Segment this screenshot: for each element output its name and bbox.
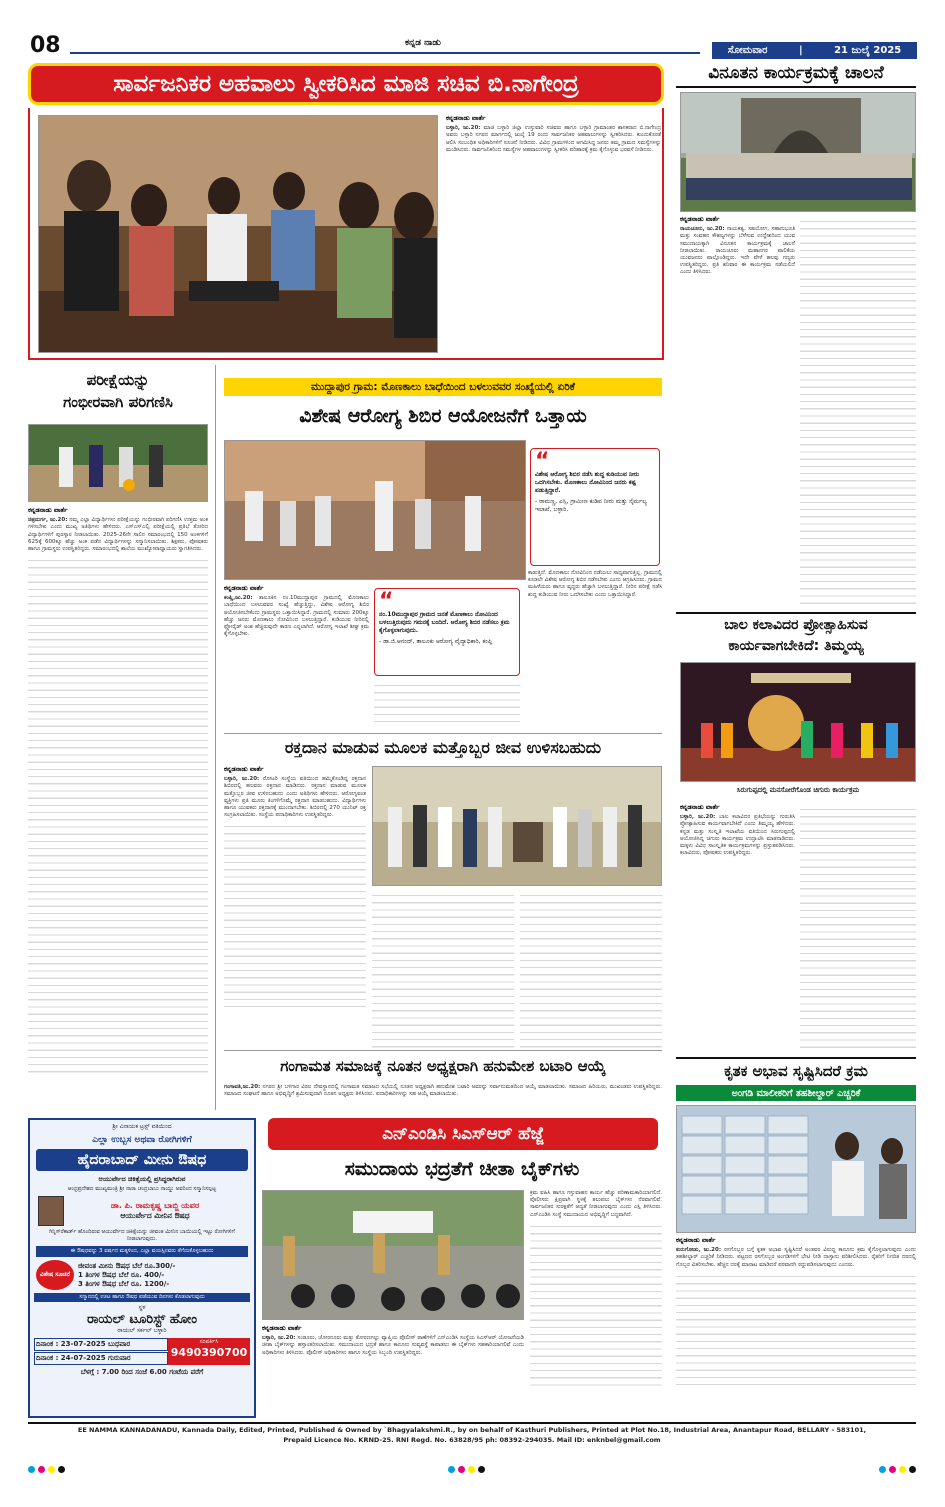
blood-article <box>224 766 366 1046</box>
cmyk-dots-left <box>28 1466 65 1473</box>
fertilizer-photo <box>676 1105 916 1233</box>
blood-body: ರೋಟರಿ ಸಂಸ್ಥೆಯ ವತಿಯಿಂದ ಹಮ್ಮಿಕೊಂಡಿದ್ದ ರಕ್ತದಾನ ಶಿಬಿರದಲ್ಲಿ ಹಲವರು ರಕ್ತದಾನ ಮಾಡಿದರು. ರಕ್ತದಾನ ಮಾಡುವ ಮೂಲಕ ಮತ್ತೊಬ್ಬರ ಜೀವ ಉಳಿಸಬಹುದು ಎಂದು ಅತಿಥಿಗಳು ಹೇಳಿದರು. ಆರೋಗ್ಯವಂತ ವ್ಯಕ್ತಿಗಳು ಪ್ರತಿ ಮೂರು ತಿಂಗಳಿಗೊಮ್ಮೆ ರಕ್ತದಾನ ಮಾಡಬಹುದು. ವಿದ್ಯಾರ್ಥಿಗಳು ಹಾಗೂ ಯುವಕರು ರಕ್ತದಾನಕ್ಕೆ ಮುಂದಾಗಬೇಕು. ಶಿಬಿರದಲ್ಲಿ 270 ಯುನಿಟ್ ರಕ್ತ ಸಂಗ್ರಹಿಸಲಾಯಿತು. ಸಂಸ್ಥೆಯ ಪದಾಧಿಕಾರಿಗಳು ಉಪಸ್ಥಿತರಿದ್ದರು. <box>224 776 366 819</box>
ad-phone: 9490390700 <box>170 1346 248 1359</box>
health-article-bottom <box>374 680 520 728</box>
exam-headline: ಪರೀಕ್ಷೆಯನ್ನು ಗಂಭೀರವಾಗಿ ಪರಿಗಣಿಸಿ <box>63 371 173 411</box>
nmdc-body-filler <box>530 1221 662 1391</box>
fertilizer-dateline: ಕುರುಗೋಡು, ಜು.20: <box>676 1247 722 1254</box>
exam-byline: ಕನ್ನಡನಾಡು ವಾರ್ತೆ <box>28 507 68 514</box>
health-quote-2-by: - ಡಾ.ಜಿ.ಆನಂದ್, ತಾಲೂಕು ಆರೋಗ್ಯ ವೈದ್ಯಾಧಿಕಾರಿ, ಕಂಪ್ಲಿ <box>379 638 493 645</box>
lead-headline: ಸಾರ್ವಜನಿಕರ ಅಹವಾಲು ಸ್ವೀಕರಿಸಿದ ಮಾಜಿ ಸಚಿವ ಬಿ.ನಾಗೇಂದ್ರ <box>28 63 664 105</box>
exam-dateline: ಚಿತ್ರದುರ್ಗ, ಜು.20: <box>28 517 68 524</box>
health-photo <box>224 440 526 580</box>
exam-article <box>28 507 208 1105</box>
blood-article-2 <box>372 890 514 1048</box>
gangamata-body: ನಗರದ ಶ್ರೀ ಬಳಿಗಾರ ವಿಠಲ ದೇವಸ್ಥಾನದಲ್ಲಿ ಗಂಗಾಮತ ಸಮಾಜದ ಸಭೆಯಲ್ಲಿ ನೂತನ ಅಧ್ಯಕ್ಷರಾಗಿ ಹನುಮೇಶ ಬಟಾರಿ ಅವರನ್ನು ಸರ್ವಾನುಮತದಿಂದ ಆಯ್ಕೆ ಮಾಡಲಾಯಿತು. ಸಮಾಜದ ಹಿರಿಯರು, ಮುಖಂಡರು ಉಪಸ್ಥಿತರಿದ್ದರು. ಸಮಾಜದ ಸಂಘಟನೆ ಹಾಗೂ ಅಭಿವೃದ್ಧಿಗೆ ಶ್ರಮಿಸುವುದಾಗಿ ನೂತನ ಅಧ್ಯಕ್ಷರು ತಿಳಿಸಿದರು. ಪದಾಧಿಕಾರಿಗಳನ್ನು ಸಹ ಆಯ್ಕೆ ಮಾಡಲಾಯಿತು. <box>224 1084 662 1098</box>
artists-article <box>680 804 795 1054</box>
ad-line5: ಗಿನ್ನಿಸ್‌ರೆಕಾರ್ಡ್ ಹೊಂದಿರುವ ಆಯುರ್ವೇದ ಚಿಕಿತ್ಸೆಯನ್ನು ಜೀವಂತ ಮೀನಿನ ಬಾಯಿಯಲ್ಲಿ ಇಟ್ಟು ರೋಗಿಗಳಿಗೆ ನೀಡಲಾಗುವುದು. <box>49 1229 235 1242</box>
ad-line4: ಆಯುರ್ವೇದ ಮೀನಿನ ಔಷಧ <box>120 1211 190 1220</box>
nmdc-dateline: ಬಳ್ಳಾರಿ, ಜು.20: <box>262 1335 296 1342</box>
health-body: ತಾಲೂಕಿನ ನಂ.10ಮುದ್ದಾಪುರ ಗ್ರಾಮದಲ್ಲಿ ಮೊಣಕಾಲು ಬಾಧೆಯಿಂದ ಬಳಲುವವರ ಸಂಖ್ಯೆ ಹೆಚ್ಚುತ್ತಿದ್ದು, ವಿಶೇಷ ಆರೋಗ್ಯ ಶಿಬಿರ ಆಯೋಜಿಸಬೇಕೆಂದು ಗ್ರಾಮಸ್ಥರು ಒತ್ತಾಯಿಸಿದ್ದಾರೆ. ಗ್ರಾಮದಲ್ಲಿ ಸುಮಾರು 200ಕ್ಕೂ ಹೆಚ್ಚು ಜನರು ಮೊಣಕಾಲು ನೋವಿನಿಂದ ಬಳಲುತ್ತಿದ್ದಾರೆ. ಕುಡಿಯುವ ನೀರಿನಲ್ಲಿ ಫ್ಲೋರೈಡ್ ಅಂಶ ಹೆಚ್ಚಿರುವುದೇ ಕಾರಣ ಎನ್ನಲಾಗಿದೆ. ಆರೋಗ್ಯ ಇಲಾಖೆ ಶೀಘ್ರ ಕ್ರಮ ಕೈಗೊಳ್ಳಬೇಕು. <box>224 595 369 638</box>
right-top-photo <box>680 92 916 212</box>
nmdc-body-right: ಕ್ರಮ ವಹಿಸಿ ಹಾಗೂ ಗಸ್ತುವಾಹನ ಕಾರ್ಯ ಹೆಚ್ಚು ಪರಿಣಾಮಕಾರಿಯಾಗಲಿದೆ. ಪೊಲೀಸರು ಕ್ಷಿಪ್ರವಾಗಿ ಸ್ಥಳಕ್ಕೆ ತಲುಪಲು ಬೈಕ್‌ಗಳು ನೆರವಾಗಲಿವೆ. ಸಾರ್ವಜನಿಕರ ಸುರಕ್ಷತೆಗೆ ಆದ್ಯತೆ ನೀಡಲಾಗುವುದು ಎಂದು ಎಸ್ಪಿ ತಿಳಿಸಿದರು. ಎನ್ಎಂಡಿಸಿ ಸಂಸ್ಥೆ ಸಮುದಾಯದ ಅಭಿವೃದ್ಧಿಗೆ ಬದ್ಧವಾಗಿದೆ. <box>530 1190 662 1218</box>
health-quote-2-text: ನಂ.10ಮುದ್ದಾಪುರ ಗ್ರಾಮದ ಜನತೆ ಮೊಣಕಾಲು ನೋವಿನಿಂದ ಬಳಲುತ್ತಿರುವುದು ಗಮನಕ್ಕೆ ಬಂದಿದೆ. ಆರೋಗ್ಯ ಶಿಬಿರ ನಡೆಸಲು ಕ್ರಮ ಕೈಗೊಳ್ಳಲಾಗುವುದು. <box>379 611 510 634</box>
right-top-article-1 <box>680 216 795 606</box>
date-label: 21 ಜುಲೈ 2025 <box>834 45 902 56</box>
cmyk-dots-right <box>879 1466 916 1473</box>
ad-top: ಶ್ರೀ ವಿನಾಯಕ ಟ್ರಸ್ಟ್ ವತಿಯಿಂದ <box>112 1123 172 1130</box>
artists-photo <box>680 662 916 782</box>
blood-byline: ಕನ್ನಡನಾಡು ವಾರ್ತೆ <box>224 766 264 773</box>
date-banner: ಸೋಮವಾರ | 21 ಜುಲೈ 2025 <box>712 42 917 59</box>
right-top-dateline: ರಾಯಚೂರು, ಜು.20: <box>680 226 725 233</box>
nmdc-kicker: ಎನ್ಎಂಡಿಸಿ ಸಿಎಸ್ಆರ್ ಹೆಜ್ಜೆ <box>268 1118 658 1150</box>
fertilizer-headline: ಕೃತಕ ಅಭಾವ ಸೃಷ್ಟಿಸಿದರೆ ಕ್ರಮ <box>676 1057 916 1083</box>
health-headline: ವಿಶೇಷ ಆರೋಗ್ಯ ಶಿಬಿರ ಆಯೋಜನೆಗೆ ಒತ್ತಾಯ <box>299 405 587 427</box>
ad-line7: ಸನ್ಮಾನದಲ್ಲಿ ಊಟ ಹಾಗೂ ಔಷಧ ಪಡೆಯುವ ದಿನಗಳು ಕೊಡಲಾಗುವುದು <box>34 1293 250 1302</box>
ad-date1: ದಿನಾಂಕ : 23-07-2025 ಬುಧವಾರ <box>34 1338 168 1351</box>
police-bikes-art <box>263 1191 524 1320</box>
exam-body-filler <box>28 555 208 1075</box>
nmdc-headline: ಸಮುದಾಯ ಭದ್ರತೆಗೆ ಚೀತಾ ಬೈಕ್‌ಗಳು <box>344 1158 580 1180</box>
right-top-headline: ವಿನೂತನ ಕಾರ್ಯಕ್ರಮಕ್ಕೆ ಚಾಲನೆ <box>676 60 916 88</box>
doctor-photo <box>38 1196 64 1226</box>
print-registration-marks <box>28 1466 916 1476</box>
nmdc-article-right <box>530 1190 662 1417</box>
nmdc-byline: ಕನ್ನಡನಾಡು ವಾರ್ತೆ <box>262 1325 302 1332</box>
blood-body-filler <box>224 821 366 1011</box>
artists-caption: ಸಿರುಗುಪ್ಪದಲ್ಲಿ ಮನಸೋರೆಗೊಂಡ ಚಿಗುರು ಕಾರ್ಯಕ್ರಮ <box>736 786 860 794</box>
artists-body: ಬಾಲ ಕಲಾವಿದರ ಪ್ರತಿಭೆಯನ್ನು ಗುರುತಿಸಿ ಪ್ರೋತ್ಸಾಹಿಸುವ ಕಾರ್ಯವಾಗಬೇಕಿದೆ ಎಂದು ತಿಮ್ಮಯ್ಯ ಹೇಳಿದರು. ಕನ್ನಡ ಮತ್ತು ಸಂಸ್ಕೃತಿ ಇಲಾಖೆಯ ವತಿಯಿಂದ ಸಿರುಗುಪ್ಪದಲ್ಲಿ ಆಯೋಜಿಸಿದ್ದ ಚಿಗುರು ಕಾರ್ಯಕ್ರಮ ಉದ್ಘಾಟಿಸಿ ಮಾತನಾಡಿದರು. ಮಕ್ಕಳು ವಿವಿಧ ಸಾಂಸ್ಕೃತಿಕ ಕಾರ್ಯಕ್ರಮಗಳನ್ನು ಪ್ರಸ್ತುತಪಡಿಸಿದರು. ಕಲಾವಿದರು, ಪೋಷಕರು ಉಪಸ್ಥಿತರಿದ್ದರು. <box>680 814 795 857</box>
ad-time: ಬೆಳಗ್ಗೆ : 7.00 ರಿಂದ ಸಂಜೆ 6.00 ಗಂಟೆಯ ವರೆಗೆ <box>80 1368 204 1376</box>
ad-venue: ರಾಯಲ್ ಟೂರಿಸ್ಟ್ ಹೋಂ <box>86 1312 198 1327</box>
fertilizer-sacks-art <box>677 1106 916 1233</box>
lead-box-border <box>28 108 664 360</box>
lead-dateline: ಬಳ್ಳಾರಿ, ಜು.20: <box>446 125 481 132</box>
gathering-photo-art <box>225 441 526 580</box>
gangamata-headline: ಗಂಗಾಮತ ಸಮಾಜಕ್ಕೆ ನೂತನ ಅಧ್ಯಕ್ಷರಾಗಿ ಹನುಮೇಶ ಬಟಾರಿ ಆಯ್ಕೆ <box>224 1050 662 1080</box>
ad-line1: ಎಲ್ಲಾ ಉಬ್ಬಸ ಅಥವಾ ರೋಗಿಗಳಿಗೆ <box>92 1135 192 1145</box>
footer <box>28 1426 916 1456</box>
blood-article-3 <box>520 890 662 1048</box>
page-number: 08 <box>30 33 61 58</box>
health-dateline: ಕಂಪ್ಲಿ,ಜು.20: <box>224 595 253 602</box>
fertilizer-byline: ಕನ್ನಡನಾಡು ವಾರ್ತೆ <box>676 1237 716 1244</box>
health-quote-1 <box>530 448 660 566</box>
nmdc-body: ಸಂಡೂರು, ಚೋರನೂರು ಮತ್ತು ತೋರಣಗಲ್ಲು ವ್ಯಾಪ್ತಿಯ ಪೊಲೀಸ್ ಠಾಣೆಗಳಿಗೆ ಎನ್ಎಂಡಿಸಿ ಸಂಸ್ಥೆಯ ಸಿಎಸ್ಆರ್ ಯೋಜನೆಯಡಿ ಚೀತಾ ಬೈಕ್‌ಗಳನ್ನು ಹಸ್ತಾಂತರಿಸಲಾಯಿತು. ಸಮುದಾಯದ ಭದ್ರತೆ ಹಾಗೂ ಕಾನೂನು ಸುವ್ಯವಸ್ಥೆ ಕಾಪಾಡಲು ಈ ಬೈಕ್‌ಗಳು ಸಹಕಾರಿಯಾಗಲಿವೆ ಎಂದು ಅಧಿಕಾರಿಗಳು ತಿಳಿಸಿದರು. ಪೊಲೀಸ್ ಅಧಿಕಾರಿಗಳು ಹಾಗೂ ಸಂಸ್ಥೆಯ ಸಿಬ್ಬಂದಿ ಉಪಸ್ಥಿತರಿದ್ದರು. <box>262 1335 524 1356</box>
ad-venue-label: ಸ್ಥಳ <box>138 1304 146 1311</box>
ad-price-head: ಜೀವಂತ ಮೀನು ಔಷಧ ಬೆಲೆ ರೂ.300/- <box>78 1261 176 1270</box>
blood-dateline: ಬಳ್ಳಾರಿ, ಜು.20: <box>224 776 260 783</box>
ad-contact-label: ಸಂಪರ್ಕಿಸಿ <box>199 1338 219 1345</box>
artists-headline: ಬಾಲ ಕಲಾವಿದರ ಪ್ರೋತ್ಸಾಹಿಸುವ ಕಾರ್ಯವಾಗಬೇಕಿದೆ: ತಿಮ್ಮಯ್ಯ <box>676 612 916 658</box>
health-article <box>224 585 369 730</box>
cmyk-dots-center <box>448 1466 485 1473</box>
footer-line1: EE NAMMA KANNADANADU, Kannada Daily, Edited, Printed, Published & Owned by `Bhagyalakshmi.R., by on behalf of Kasthuri Publishers, Printed at Plot No.18, Industrial Area, Anantapur Road, BELLARY - 583101, <box>77 1426 867 1434</box>
fertilizer-body: ರಸಗೊಬ್ಬರ ಬಗ್ಗೆ ಕೃತಕ ಅಭಾವ ಸೃಷ್ಟಿಸಿದರೆ ಅಂತವರ ವಿರುದ್ಧ ಕಾನೂನು ಕ್ರಮ ಕೈಗೊಳ್ಳಲಾಗುವುದು ಎಂದು ತಹಶೀಲ್ದಾರ್ ಎಚ್ಚರಿಕೆ ನೀಡಿದರು. ಪಟ್ಟಣದ ರಸಗೊಬ್ಬರ ಅಂಗಡಿಗಳಿಗೆ ಭೇಟಿ ನೀಡಿ ದಾಸ್ತಾನು ಪರಿಶೀಲಿಸಿದರು. ರೈತರಿಗೆ ನಿಗದಿತ ದರದಲ್ಲಿ ಗೊಬ್ಬರ ವಿತರಿಸಬೇಕು. ಹೆಚ್ಚಿನ ದರಕ್ಕೆ ಮಾರಾಟ ಮಾಡಿದರೆ ಪರವಾನಗಿ ರದ್ದುಪಡಿಸಲಾಗುವುದು ಎಂದರು. <box>676 1247 916 1268</box>
fish-medicine-ad <box>28 1118 256 1418</box>
quote-mark-icon: “ <box>379 589 394 614</box>
nmdc-article <box>262 1325 524 1417</box>
blood-headline: ರಕ್ತದಾನ ಮಾಡುವ ಮೂಲಕ ಮತ್ತೊಬ್ಬರ ಜೀವ ಉಳಿಸಬಹುದು <box>224 733 662 761</box>
artists-dateline: ಬಳ್ಳಾರಿ, ಜು.20: <box>680 814 716 821</box>
artists-article-2 <box>800 804 916 1054</box>
lead-byline: ಕನ್ನಡನಾಡು ವಾರ್ತೆ <box>446 115 486 122</box>
day-label: ಸೋಮವಾರ <box>727 45 768 56</box>
nmdc-photo <box>262 1190 524 1320</box>
ad-doctor: ಡಾ. ಪಿ. ರಾಮಕೃಷ್ಣ ಬಾಬ್ಜಿ ಯವರ <box>110 1201 200 1210</box>
health-quote-2 <box>374 588 520 676</box>
health-body-right: ಕಾಡುತ್ತಿದೆ. ಮೊಣಕಾಲು ನೋವಿನಿಂದ ನಡೆಯಲು ಸಾಧ್ಯವಾಗುತ್ತಿಲ್ಲ. ಗ್ರಾಮದಲ್ಲಿ ಕೂಡಲೇ ವಿಶೇಷ ಆರೋಗ್ಯ ಶಿಬಿರ ನಡೆಸಬೇಕು ಎಂದು ಆಗ್ರಹಿಸಿದರು. ಗ್ರಾಮದ ಮಹಿಳೆಯರು ಹಾಗೂ ವೃದ್ಧರು ಹೆಚ್ಚಾಗಿ ಬಳಲುತ್ತಿದ್ದಾರೆ. ನೀರಿನ ಪರೀಕ್ಷೆ ನಡೆಸಿ ಶುದ್ಧ ಕುಡಿಯುವ ನೀರು ಒದಗಿಸಬೇಕು ಎಂದು ಒತ್ತಾಯಿಸಿದ್ದಾರೆ. <box>528 570 662 598</box>
group-photo-art <box>681 93 916 212</box>
gangamata-dateline: ಗಂಗಾವತಿ,ಜು.20: <box>224 1084 261 1090</box>
health-quote-1-text: ವಿಶೇಷ ಆರೋಗ್ಯ ಶಿಬಿರ ನಡೆಸಿ ಶುದ್ಧ ಕುಡಿಯುವ ನೀರು ಒದಗಿಸಬೇಕು. ಮೊಣಕಾಲು ನೋವಿನಿಂದ ಜನರು ಕಷ್ಟ ಪಡುತ್ತಿದ್ದಾರೆ. <box>535 471 640 494</box>
ad-price3: 3 ತಿಂಗಳ ಔಷಧ ಬೆಲೆ ರೂ. 1200/- <box>78 1279 170 1288</box>
blood-group-photo-art <box>373 767 662 886</box>
ad-date2: ದಿನಾಂಕ : 24-07-2025 ಗುರುವಾರ <box>34 1352 168 1365</box>
column-divider-left <box>215 365 216 1110</box>
crowd <box>686 153 912 200</box>
blood-photo <box>372 766 662 886</box>
fertilizer-article <box>676 1237 916 1417</box>
footer-rule <box>28 1422 916 1424</box>
stage-photo-art <box>29 425 208 502</box>
exam-photo <box>28 424 208 502</box>
exam-body: ನಮ್ಮ ಎಲ್ಲಾ ವಿದ್ಯಾರ್ಥಿಗಳು ಪರೀಕ್ಷೆಯನ್ನು ಗಂಭೀರವಾಗಿ ಪರಿಗಣಿಸಿ ಉತ್ತಮ ಅಂಕ ಗಳಿಸಬೇಕು ಎಂದು ಮುಖ್ಯ ಅತಿಥಿಗಳು ಹೇಳಿದರು. ಎಸ್ಎಸ್ಎಲ್ಸಿ ಪರೀಕ್ಷೆಯಲ್ಲಿ ಪ್ರತಿಭೆ ತೋರಿದ ವಿದ್ಯಾರ್ಥಿಗಳಿಗೆ ಪುರಸ್ಕಾರ ನೀಡಲಾಯಿತು. 2025-26ನೇ ಸಾಲಿನ ಸಮಾರಂಭದಲ್ಲಿ 150 ಅಂಕಗಳಿಗೆ 625ಕ್ಕೆ 600ಕ್ಕೂ ಹೆಚ್ಚು ಅಂಕ ಪಡೆದ ವಿದ್ಯಾರ್ಥಿಗಳನ್ನು ಸನ್ಮಾನಿಸಲಾಯಿತು. ಶಿಕ್ಷಕರು, ಪೋಷಕರು ಹಾಗೂ ಗ್ರಾಮಸ್ಥರು ಉಪಸ್ಥಿತರಿದ್ದರು. ಸಮಾರಂಭದಲ್ಲಿ ಶಾಲೆಯ ಮುಖ್ಯೋಪಾಧ್ಯಾಯರು ಸ್ವಾಗತಿಸಿದರು. <box>28 517 208 553</box>
header-rule-left <box>70 52 700 54</box>
page-header <box>0 0 945 60</box>
fertilizer-body-filler <box>676 1271 916 1391</box>
masthead: ಕನ್ನಡ ನಾಡು <box>405 38 441 48</box>
fertilizer-kicker: ಅಂಗಡಿ ಮಾಲೀಕರಿಗೆ ತಹಶೀಲ್ದಾರ್ ಎಚ್ಚರಿಕೆ <box>676 1085 916 1101</box>
ad-price2: 1 ತಿಂಗಳ ಔಷಧ ಬೆಲೆ ರೂ. 400/- <box>78 1270 165 1279</box>
gangamata-article <box>224 1084 662 1108</box>
stage-performance-art <box>681 663 916 782</box>
ad-line6: ಈ ಔಷಧವನ್ನು 3 ವರ್ಷದ ಮಕ್ಕಳಿಂದ, ಎಲ್ಲಾ ವಯಸ್ಸಿನವರು ತೆಗೆದುಕೊಳ್ಳಬಹುದು <box>36 1246 248 1257</box>
quote-mark-icon: “ <box>535 449 550 474</box>
lead-body: ಮಾಜಿ ಬಳ್ಳಾರಿ ಜಿಲ್ಲಾ ಉಸ್ತುವಾರಿ ಸಚಿವರು ಹಾಗೂ ಬಳ್ಳಾರಿ ಗ್ರಾಮಾಂತರ ಶಾಸಕರಾದ ಬಿ.ನಾಗೇಂದ್ರ ಅವರು ಬಳ್ಳಾರಿ ನಗರದ ಮಾರ್ಗದಲ್ಲಿ ಜುಲೈ 19 ರಂದು ಸಾರ್ವಜನಿಕರ ಅಹವಾಲುಗಳನ್ನು ಸ್ವೀಕರಿಸಿದರು. ಕುಂದುಕೊರತೆ ಆಲಿಸಿ ಸಂಬಂಧಿತ ಅಧಿಕಾರಿಗಳಿಗೆ ಸೂಚನೆ ನೀಡಿದರು. ವಿವಿಧ ಗ್ರಾಮಗಳಿಂದ ಆಗಮಿಸಿದ್ದ ಜನರು ತಮ್ಮ ಗ್ರಾಮದ ಸಮಸ್ಯೆಗಳನ್ನು ಮಂಡಿಸಿದರು. ಸಾರ್ವಜನಿಕರಿಂದ ಸಮಸ್ಯೆಗಳ ಅಹವಾಲುಗಳನ್ನು ಸ್ವೀಕರಿಸಿ ಪರಿಹಾರಕ್ಕೆ ಕ್ರಮ ಕೈಗೊಳ್ಳುವ ಭರವಸೆ ನೀಡಿದರು. <box>446 125 661 153</box>
right-top-byline: ಕನ್ನಡನಾಡು ವಾರ್ತೆ <box>680 216 720 223</box>
health-article-right <box>528 570 662 730</box>
health-quote-1-by: - ರಾಮಣ್ಣ, ಎಸ್ಸಿ, ಗ್ರಾಮೀಣ ಕುಡಿವ ನೀರು ಮತ್ತು ನೈರ್ಮಲ್ಯ ಇಲಾಖೆ, ಬಳ್ಳಾರಿ. <box>535 498 647 513</box>
right-top-body: ನಾಯಕತ್ವ, ಸಹಯೋಗ, ಸಹಾನುಭೂತಿ ಮತ್ತು ಸಂವಹನ ಕೌಶಲ್ಯಗಳನ್ನು ಬೆಳೆಸುವ ಉದ್ದೇಶದಿಂದ ಯುವ ಸಮುದಾಯಕ್ಕಾಗಿ ವಿನೂತನ ಕಾರ್ಯಕ್ರಮಕ್ಕೆ ಚಾಲನೆ ನೀಡಲಾಯಿತು. ರಾಯಚೂರು ಮಹಾನಗರ ಪಾಲಿಕೆಯ ಯುವಜನರು ಪಾಲ್ಗೊಂಡಿದ್ದರು. ಇದೇ ವೇಳೆ ಹಲವು ಗಣ್ಯರು ಉಪಸ್ಥಿತರಿದ್ದರು. ಪ್ರತಿ ಶನಿವಾರ ಈ ಕಾರ್ಯಕ್ರಮ ನಡೆಯಲಿದೆ ಎಂದು ತಿಳಿಸಿದರು. <box>680 226 795 276</box>
special-badge: ವಿಶೇಷ ಸೂಚನೆ <box>36 1260 74 1290</box>
ad-line3: ಆಂಧ್ರಪ್ರದೇಶದ ಮುಖ್ಯಮಂತ್ರಿ ಶ್ರೀ ನಾರಾ ಚಂದ್ರಬಾಬು ನಾಯ್ಡು ಅವರಿಂದ ಸನ್ಮಾನಿಸಲ್ಪಟ್ಟ <box>67 1186 217 1192</box>
health-byline: ಕನ್ನಡನಾಡು ವಾರ್ತೆ <box>224 585 264 592</box>
right-top-article-2 <box>800 216 916 606</box>
footer-line2: Prepaid Licence No. KRND-25. RNI Regd. No. 63828/95 ph: 08392-294035. Mail ID: enknbel@gmail.com <box>283 1436 661 1444</box>
ad-headline: ಹೈದರಾಬಾದ್ ಮೀನು ಔಷಧ <box>36 1149 248 1171</box>
artists-byline: ಕನ್ನಡನಾಡು ವಾರ್ತೆ <box>680 804 720 811</box>
ad-line2: ಆಯುರ್ವೇದ ಚಿಕಿತ್ಸೆಯಲ್ಲಿ ಪ್ರಸಿದ್ಧರಾಗಿರುವ <box>98 1175 186 1183</box>
health-kicker: ಮುದ್ದಾಪುರ ಗ್ರಾಮ: ಮೊಣಕಾಲು ಬಾಧೆಯಿಂದ ಬಳಲುವವರ ಸಂಖ್ಯೆಯಲ್ಲಿ ಏರಿಕೆ <box>224 378 662 396</box>
ad-venue-sub: ರಾಯಲ್ ಸರ್ಕಲ್ ಬಳ್ಳಾರಿ <box>117 1327 167 1334</box>
